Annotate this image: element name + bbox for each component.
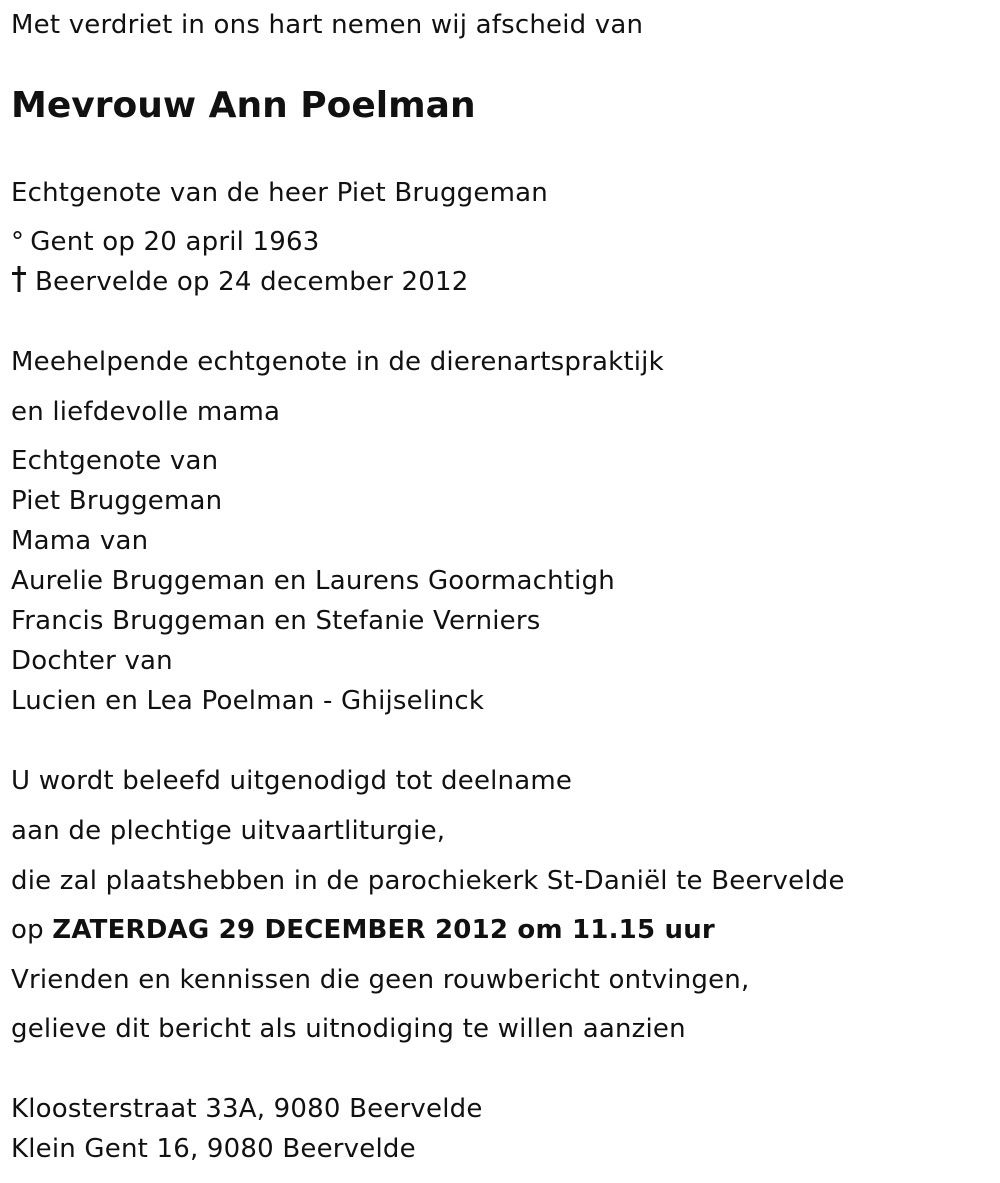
funeral-date: ZATERDAG 29 DECEMBER 2012 om 11.15 uur bbox=[52, 915, 715, 945]
family-line-2: Piet Bruggeman bbox=[11, 486, 223, 516]
invitation-line-5: Vrienden en kennissen die geen rouwbericht ontvingen, bbox=[11, 965, 750, 995]
invitation-line-2: aan de plechtige uitvaartliturgie, bbox=[11, 816, 446, 846]
family-line-1: Echtgenote van bbox=[11, 446, 219, 476]
invitation-line-3: die zal plaatshebben in de parochiekerk St-Daniël te Beervelde bbox=[11, 866, 845, 896]
family-line-5: Francis Bruggeman en Stefanie Verniers bbox=[11, 606, 541, 636]
death-text: Beervelde op 24 december 2012 bbox=[35, 267, 469, 297]
deceased-name: Mevrouw Ann Poelman bbox=[11, 85, 476, 126]
funeral-date-prefix: op bbox=[11, 915, 44, 945]
cross-icon bbox=[11, 265, 27, 293]
family-line-4: Aurelie Bruggeman en Laurens Goormachtigh bbox=[11, 566, 615, 596]
description-line-2: en liefdevolle mama bbox=[11, 397, 281, 427]
address-line-1: Kloosterstraat 33A, 9080 Beervelde bbox=[11, 1094, 483, 1124]
birth-symbol: ° bbox=[11, 227, 25, 257]
birth-line bbox=[11, 222, 320, 262]
address-line-2: Klein Gent 16, 9080 Beervelde bbox=[11, 1134, 416, 1164]
family-line-6: Dochter van bbox=[11, 646, 173, 676]
funeral-date-line bbox=[11, 910, 715, 950]
description-line-1: Meehelpende echtgenote in de dierenartspraktijk bbox=[11, 347, 664, 377]
spouse-line: Echtgenote van de heer Piet Bruggeman bbox=[11, 178, 548, 208]
family-line-7: Lucien en Lea Poelman - Ghijselinck bbox=[11, 686, 485, 716]
death-line bbox=[11, 262, 468, 302]
invitation-line-1: U wordt beleefd uitgenodigd tot deelname bbox=[11, 766, 573, 796]
intro-text: Met verdriet in ons hart nemen wij afscheid van bbox=[11, 10, 644, 40]
invitation-line-6: gelieve dit bericht als uitnodiging te willen aanzien bbox=[11, 1014, 686, 1044]
birth-text: Gent op 20 april 1963 bbox=[30, 227, 320, 257]
family-line-3: Mama van bbox=[11, 526, 149, 556]
